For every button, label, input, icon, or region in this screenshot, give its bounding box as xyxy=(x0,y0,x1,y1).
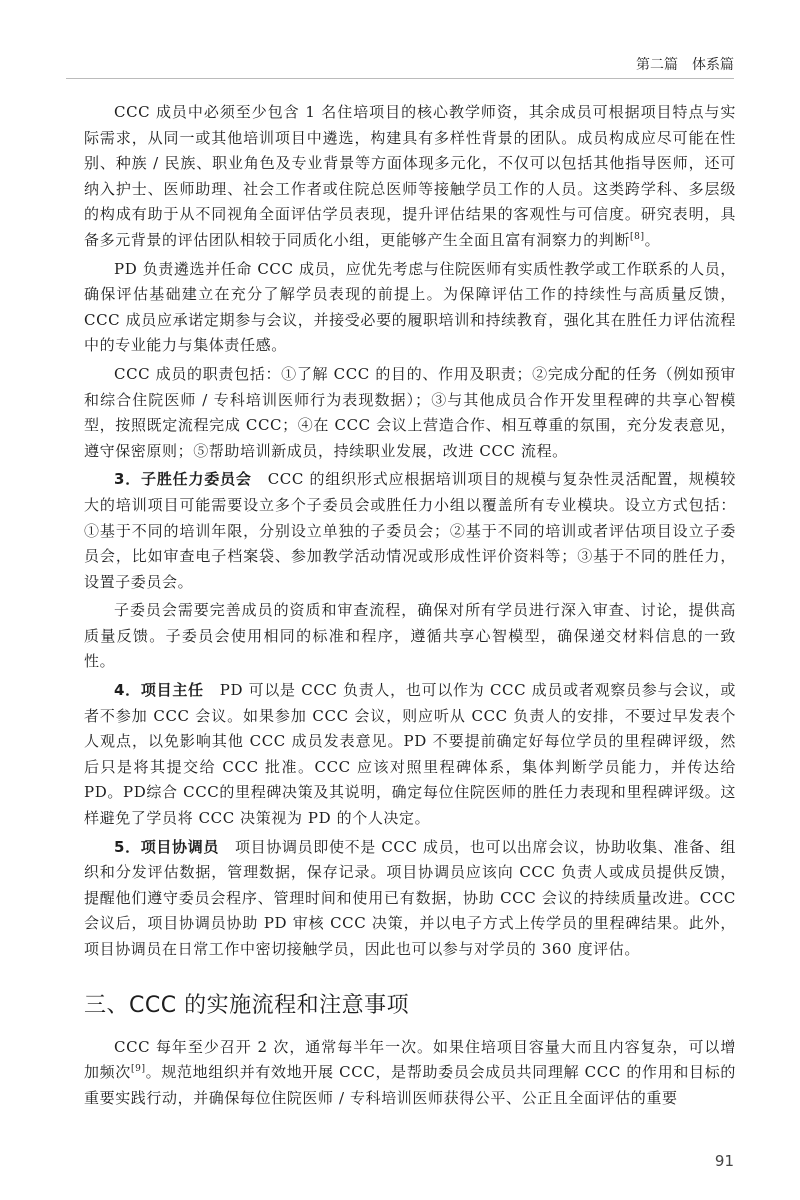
citation-ref: [9] xyxy=(131,1064,146,1075)
paragraph-text-tail: 。 xyxy=(644,230,661,249)
subsection-heading: 4．项目主任 xyxy=(114,681,204,700)
paragraph-ccc-membership xyxy=(84,100,736,254)
paragraph-subcommittee-process: 子委员会需要完善成员的资质和审查流程，确保对所有学员进行深入审查、讨论，提供高质量反馈。子委员会使用相同的标准和程序，遵循共享心智模型，确保递交材料信息的一致性。 xyxy=(84,601,736,671)
page-body xyxy=(84,100,736,1114)
paragraph-text: CCC 成员中必须至少包含 1 名住培项目的核心教学师资，其余成员可根据项目特点与实际需求，从同一或其他培训项目中遴选，构建具有多样性背景的团队。成员构成应尽可能在性别、种族 / 民族、职业角色及专业背景等方面体现多元化，不仅可以包括其他指导医师，还可纳入护士、医师助理、社会工作者或住院总医师等接触学员工作的人员。这类跨学科、多层级的构成有助于从不同视角全面评估学员表现，提升评估结果的客观性与可信度。研究表明，具备多元背景的评估团队相较于同质化小组，更能够产生全面且富有洞察力的判断 xyxy=(84,103,736,249)
section-title: 三、CCC 的实施流程和注意事项 xyxy=(84,992,410,1018)
subsection-heading: 5．项目协调员 xyxy=(114,837,220,856)
paragraph-text: CCC 每年至少召开 2 次，通常每半年一次。如果住培项目容量大而且内容复杂，可以增加频次 xyxy=(84,1037,736,1082)
paragraph-subcommittee xyxy=(84,467,736,595)
paragraph-pd-appointment: PD 负责遴选并任命 CCC 成员，应优先考虑与住院医师有实质性教学或工作联系的人员，确保评估基础建立在充分了解学员表现的前提上。为保障评估工作的持续性与高质量反馈，CCC 成员应承诺定期参与会议，并接受必要的履职培训和持续教育，强化其在胜任力评估流程中的专业能力与集体责任感。 xyxy=(84,259,736,355)
paragraph-program-coordinator xyxy=(84,835,736,963)
paragraph-implementation xyxy=(84,1035,736,1112)
paragraph-member-duties: CCC 成员的职责包括：①了解 CCC 的目的、作用及职责；②完成分配的任务（例如预审和综合住院医师 / 专科培训医师行为表现数据）；③与其他成员合作开发里程碑的共享心智模型，按照既定流程完成 CCC；④在 CCC 会议上营造合作、相互尊重的氛围，充分发表意见，遵守保密原则；⑤帮助培训新成员，持续职业发展，改进 CCC 流程。 xyxy=(84,364,736,460)
paragraph-text: PD 可以是 CCC 负责人，也可以作为 CCC 成员或者观察员参与会议，或者不参加 CCC 会议。如果参加 CCC 会议，则应听从 CCC 负责人的安排，不要过早发表个人观点，以免影响其他 CCC 成员发表意见。PD 不要提前确定好每位学员的里程碑评级，然后只是将其提交给 CCC 批准。CCC 应该对照里程碑体系，集体判断学员能力，并传达给 PD。PD综合 CCC的里程碑决策及其说明，确定每位住院医师的胜任力表现和里程碑评级。这样避免了学员将 CCC 决策视为 PD 的个人决定。 xyxy=(84,681,736,828)
running-header: 第二篇 体系篇 xyxy=(636,57,734,73)
paragraph-text: CCC 的组织形式应根据培训项目的规模与复杂性灵活配置，规模较大的培训项目可能需要设立多个子委员会或胜任力小组以覆盖所有专业模块。设立方式包括：①基于不同的培训年限，分别设立单独的子委员会；②基于不同的培训或者评估项目设立子委员会，比如审查电子档案袋、参加教学活动情况或形成性评价资料等；③基于不同的胜任力，设置子委员会。 xyxy=(84,470,736,591)
page-number: 91 xyxy=(714,1152,734,1170)
citation-ref: [8] xyxy=(630,231,645,242)
paragraph-program-director xyxy=(84,678,736,832)
subsection-heading: 3．子胜任力委员会 xyxy=(114,470,252,489)
paragraph-text-after: 。规范地组织并有效地开展 CCC，是帮助委员会成员共同理解 CCC 的作用和目标的重要实践行动，并确保每位住院医师 / 专科培训医师获得公平、公正且全面评估的重要 xyxy=(84,1063,736,1107)
header-divider xyxy=(66,78,734,79)
paragraph-text: 项目协调员即使不是 CCC 成员，也可以出席会议，协助收集、准备、组织和分发评估数据，管理数据，保存记录。项目协调员应该向 CCC 负责人或成员提供反馈，提醒他们遵守委员会程序、管理时间和使用已有数据，协助 CCC 会议的持续质量改进。CCC 会议后，项目协调员协助 PD 审核 CCC 决策，并以电子方式上传学员的里程碑结果。此外，项目协调员在日常工作中密切接触学员，因此也可以参与对学员的 360 度评估。 xyxy=(84,837,736,958)
